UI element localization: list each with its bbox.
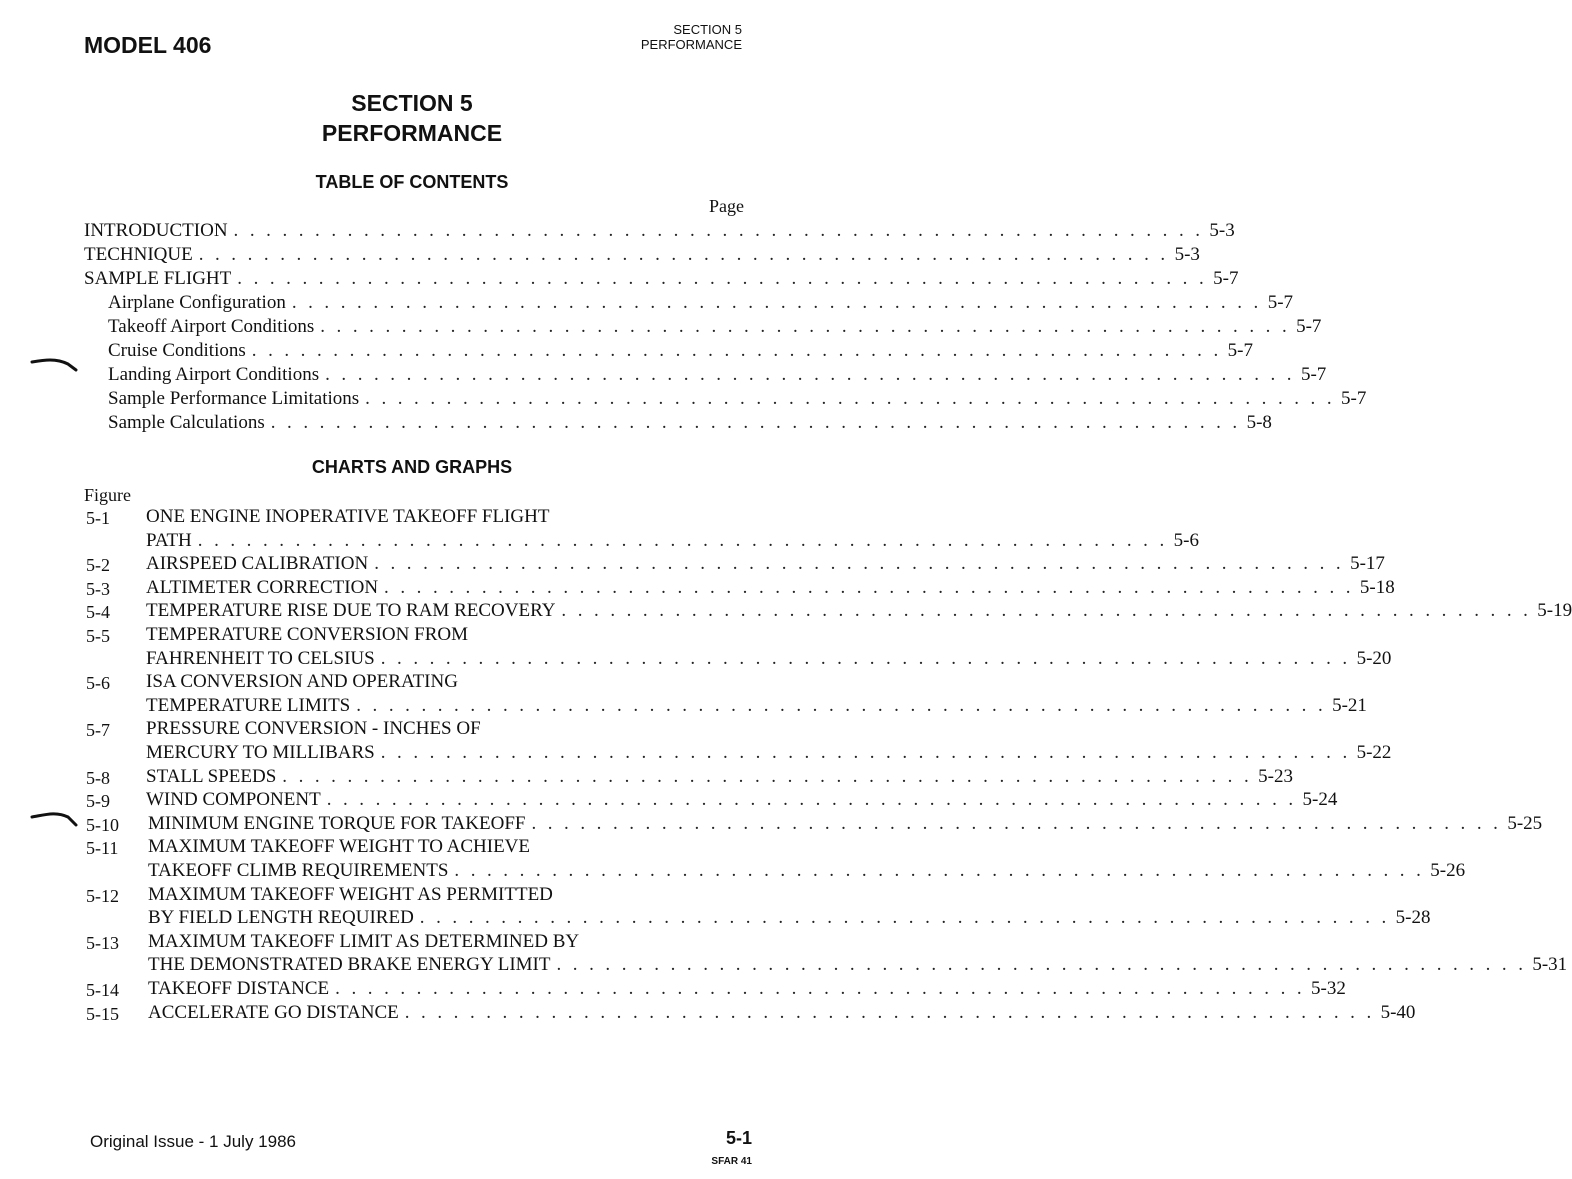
- toc-entry: [84, 244, 1200, 268]
- running-header-performance: PERFORMANCE: [640, 37, 742, 52]
- figure-page: 5-6: [1173, 529, 1199, 551]
- figure-title: PRESSURE CONVERSION - INCHES OF: [146, 718, 481, 740]
- figure-column-label: Figure: [84, 485, 131, 505]
- toc-heading: TABLE OF CONTENTS: [315, 172, 509, 192]
- figure-number: 5-2: [86, 555, 110, 576]
- leader-dots: . . . . . . . . . . . . . . . . . . . . . . . . . . . . . . . . . . . . . . . . . . . . . . . . . . . . . . . . . . . .: [291, 292, 1262, 313]
- toc-entry: [108, 412, 1272, 436]
- figure-entry: [146, 600, 1572, 624]
- toc-entry-label: Sample Calculations: [108, 412, 265, 433]
- figure-title-cont: BY FIELD LENGTH REQUIRED: [148, 907, 414, 929]
- section-title: SECTION 5: [351, 90, 473, 116]
- toc-entry-page: 5-7: [1296, 316, 1322, 337]
- leader-dots: . . . . . . . . . . . . . . . . . . . . . . . . . . . . . . . . . . . . . . . . . . . . . . . . . . . . . . . . . . . .: [365, 388, 1336, 409]
- toc-entry-label: TECHNIQUE: [84, 244, 193, 265]
- issue-date: Original Issue - 1 July 1986: [90, 1132, 296, 1151]
- figure-number: 5-12: [86, 885, 119, 906]
- figure-page: 5-32: [1311, 978, 1346, 999]
- leader-dots: . . . . . . . . . . . . . . . . . . . . . . . . . . . . . . . . . . . . . . . . . . . . . . . . . . . . . . . . . . . .: [326, 789, 1297, 811]
- figure-page: 5-18: [1359, 576, 1395, 598]
- toc-entry: [108, 316, 1322, 340]
- toc-entry: [108, 340, 1253, 364]
- leader-dots: . . . . . . . . . . . . . . . . . . . . . . . . . . . . . . . . . . . . . . . . . . . . . . . . . . . . . . . . . . . .: [251, 340, 1222, 361]
- figure-title-cont: MERCURY TO MILLIBARS: [146, 742, 375, 763]
- figure-title-cont: TEMPERATURE LIMITS: [146, 694, 351, 716]
- toc-entry-label: INTRODUCTION: [84, 220, 228, 241]
- leader-dots: . . . . . . . . . . . . . . . . . . . . . . . . . . . . . . . . . . . . . . . . . . . . . . . . . . . . . . . . . . . .: [531, 812, 1502, 834]
- figure-title: AIRSPEED CALIBRATION: [146, 553, 369, 575]
- figure-title: STALL SPEEDS: [146, 765, 277, 787]
- toc-entry-page: 5-7: [1300, 364, 1327, 385]
- toc-entry-page: 5-7: [1267, 292, 1294, 313]
- figure-entry: [146, 647, 1392, 672]
- figure-title: ONE ENGINE INOPERATIVE TAKEOFF FLIGHT: [146, 506, 550, 527]
- figure-number: 5-7: [86, 720, 110, 741]
- figure-page: 5-40: [1380, 1001, 1416, 1023]
- figure-title: MAXIMUM TAKEOFF LIMIT AS DETERMINED BY: [148, 930, 580, 952]
- figure-title: WIND COMPONENT: [146, 789, 321, 811]
- figure-page: 5-24: [1302, 789, 1338, 811]
- figure-number: 5-14: [86, 980, 119, 1000]
- figure-title-cont: TAKEOFF CLIMB REQUIREMENTS: [148, 860, 449, 881]
- figure-entry: [146, 576, 1395, 601]
- leader-dots: . . . . . . . . . . . . . . . . . . . . . . . . . . . . . . . . . . . . . . . . . . . . . . . . . . . . . . . . . . . .: [270, 412, 1241, 433]
- running-header-section: SECTION 5: [673, 22, 742, 37]
- running-header: [641, 22, 742, 52]
- leader-dots: . . . . . . . . . . . . . . . . . . . . . . . . . . . . . . . . . . . . . . . . . . . . . . . . . . . . . . . . . . . .: [384, 576, 1354, 598]
- figure-title: TEMPERATURE CONVERSION FROM: [146, 624, 468, 645]
- model-title: MODEL 406: [84, 32, 212, 58]
- leader-dots: . . . . . . . . . . . . . . . . . . . . . . . . . . . . . . . . . . . . . . . . . . . . . . . . . . . . . . . . . . . .: [197, 529, 1168, 551]
- figure-page: 5-23: [1258, 765, 1293, 787]
- toc-entry-label: Sample Performance Limitations: [108, 388, 360, 409]
- figure-entry: [148, 812, 1543, 837]
- page-column-label: Page: [709, 196, 744, 216]
- figure-number: 5-13: [86, 932, 119, 953]
- toc-entry-page: 5-7: [1341, 388, 1367, 409]
- toc-entry-label: SAMPLE FLIGHT: [84, 268, 232, 289]
- leader-dots: . . . . . . . . . . . . . . . . . . . . . . . . . . . . . . . . . . . . . . . . . . . . . . . . . . . . . . . . . . . .: [454, 860, 1425, 881]
- figure-entry: [146, 789, 1338, 813]
- figure-page: 5-22: [1356, 742, 1392, 763]
- leader-dots: . . . . . . . . . . . . . . . . . . . . . . . . . . . . . . . . . . . . . . . . . . . . . . . . . . . . . . . . . . . .: [356, 694, 1327, 716]
- figure-number: 5-15: [86, 1003, 119, 1024]
- section-subtitle: PERFORMANCE: [321, 120, 503, 146]
- leader-dots: . . . . . . . . . . . . . . . . . . . . . . . . . . . . . . . . . . . . . . . . . . . . . . . . . . . . . . . . . . . .: [198, 244, 1169, 265]
- figure-title: TEMPERATURE RISE DUE TO RAM RECOVERY: [146, 600, 556, 622]
- figure-title: MINIMUM ENGINE TORQUE FOR TAKEOFF: [148, 812, 526, 834]
- figure-entry: [146, 765, 1293, 790]
- figure-number: 5-8: [86, 767, 110, 788]
- figure-number: 5-10: [86, 814, 119, 835]
- leader-dots: . . . . . . . . . . . . . . . . . . . . . . . . . . . . . . . . . . . . . . . . . . . . . . . . . . . . . . . . . . . .: [419, 907, 1390, 929]
- leader-dots: . . . . . . . . . . . . . . . . . . . . . . . . . . . . . . . . . . . . . . . . . . . . . . . . . . . . . . . . . . . .: [233, 220, 1204, 241]
- figure-number: 5-6: [86, 673, 110, 694]
- toc-entry-label: Landing Airport Conditions: [108, 364, 320, 385]
- figure-page: 5-21: [1332, 694, 1367, 716]
- leader-dots: . . . . . . . . . . . . . . . . . . . . . . . . . . . . . . . . . . . . . . . . . . . . . . . . . . . . . . . . . . . .: [556, 954, 1527, 976]
- figure-entry: [146, 529, 1199, 554]
- toc-entry-page: 5-7: [1213, 268, 1239, 289]
- figure-page: 5-25: [1507, 812, 1543, 834]
- leader-dots: . . . . . . . . . . . . . . . . . . . . . . . . . . . . . . . . . . . . . . . . . . . . . . . . . . . . . . . . . . . .: [237, 268, 1208, 289]
- toc-entry-label: Takeoff Airport Conditions: [108, 316, 315, 337]
- figure-number: 5-1: [86, 508, 110, 528]
- leader-dots: . . . . . . . . . . . . . . . . . . . . . . . . . . . . . . . . . . . . . . . . . . . . . . . . . . . . . . . . . . . .: [282, 765, 1253, 787]
- leader-dots: . . . . . . . . . . . . . . . . . . . . . . . . . . . . . . . . . . . . . . . . . . . . . . . . . . . . . . . . . . . .: [380, 647, 1351, 669]
- figure-page: 5-28: [1395, 907, 1431, 929]
- figure-entry: [146, 553, 1385, 577]
- figure-entry: [148, 860, 1466, 884]
- leader-dots: . . . . . . . . . . . . . . . . . . . . . . . . . . . . . . . . . . . . . . . . . . . . . . . . . . . . . . . . . . . .: [320, 316, 1291, 337]
- leader-dots: . . . . . . . . . . . . . . . . . . . . . . . . . . . . . . . . . . . . . . . . . . . . . . . . . . . . . . . . . . . .: [374, 553, 1345, 575]
- change-mark: [28, 352, 80, 374]
- toc-entry-page: 5-3: [1174, 244, 1200, 265]
- figure-number: 5-9: [86, 791, 110, 812]
- figure-title: TAKEOFF DISTANCE: [148, 978, 330, 999]
- figure-page: 5-20: [1356, 647, 1392, 669]
- leader-dots: . . . . . . . . . . . . . . . . . . . . . . . . . . . . . . . . . . . . . . . . . . . . . . . . . . . . . . . . . . . .: [335, 978, 1306, 999]
- figure-page: 5-31: [1532, 954, 1568, 976]
- figure-number: 5-4: [86, 602, 110, 623]
- toc-entry-page: 5-3: [1209, 220, 1235, 241]
- figure-entry: [148, 954, 1568, 978]
- toc-entry: [84, 268, 1239, 292]
- figure-page: 5-26: [1430, 860, 1466, 881]
- figure-page: 5-19: [1537, 600, 1572, 622]
- figure-entry: [146, 694, 1367, 719]
- figure-title: ALTIMETER CORRECTION: [146, 576, 379, 598]
- leader-dots: . . . . . . . . . . . . . . . . . . . . . . . . . . . . . . . . . . . . . . . . . . . . . . . . . . . . . . . . . . . .: [380, 742, 1351, 763]
- change-mark: [28, 803, 80, 829]
- figure-title-cont: PATH: [146, 529, 192, 551]
- figure-number: 5-5: [86, 626, 110, 646]
- leader-dots: . . . . . . . . . . . . . . . . . . . . . . . . . . . . . . . . . . . . . . . . . . . . . . . . . . . . . . . . . . . .: [404, 1001, 1375, 1023]
- toc-entry-page: 5-8: [1246, 412, 1272, 433]
- charts-heading: CHARTS AND GRAPHS: [311, 457, 513, 477]
- figure-title: MAXIMUM TAKEOFF WEIGHT AS PERMITTED: [148, 883, 553, 905]
- toc-entry-label: Cruise Conditions: [108, 340, 246, 361]
- figure-entry: [148, 1001, 1416, 1026]
- page-number: 5-1: [725, 1128, 752, 1148]
- toc-entry: [108, 364, 1327, 388]
- leader-dots: . . . . . . . . . . . . . . . . . . . . . . . . . . . . . . . . . . . . . . . . . . . . . . . . . . . . . . . . . . . .: [325, 364, 1295, 385]
- sfar-label: SFAR 41: [711, 1156, 752, 1167]
- figure-title: ACCELERATE GO DISTANCE: [148, 1001, 399, 1023]
- figure-entry: [146, 742, 1392, 766]
- figure-title: MAXIMUM TAKEOFF WEIGHT TO ACHIEVE: [148, 836, 531, 858]
- figure-title: ISA CONVERSION AND OPERATING: [146, 671, 458, 693]
- figure-number: 5-11: [86, 838, 119, 859]
- leader-dots: . . . . . . . . . . . . . . . . . . . . . . . . . . . . . . . . . . . . . . . . . . . . . . . . . . . . . . . . . . . .: [561, 600, 1532, 622]
- figure-number: 5-3: [86, 578, 110, 599]
- toc-entry: [108, 292, 1294, 316]
- figure-title-cont: FAHRENHEIT TO CELSIUS: [146, 647, 375, 669]
- figure-title-cont: THE DEMONSTRATED BRAKE ENERGY LIMIT: [148, 954, 551, 976]
- figure-page: 5-17: [1350, 553, 1385, 575]
- toc-entry-page: 5-7: [1227, 340, 1253, 361]
- toc-entry: [84, 220, 1235, 244]
- figure-entry: [148, 978, 1346, 1002]
- figure-entry: [148, 907, 1431, 931]
- toc-entry-label: Airplane Configuration: [108, 292, 286, 313]
- toc-entry: [108, 388, 1367, 412]
